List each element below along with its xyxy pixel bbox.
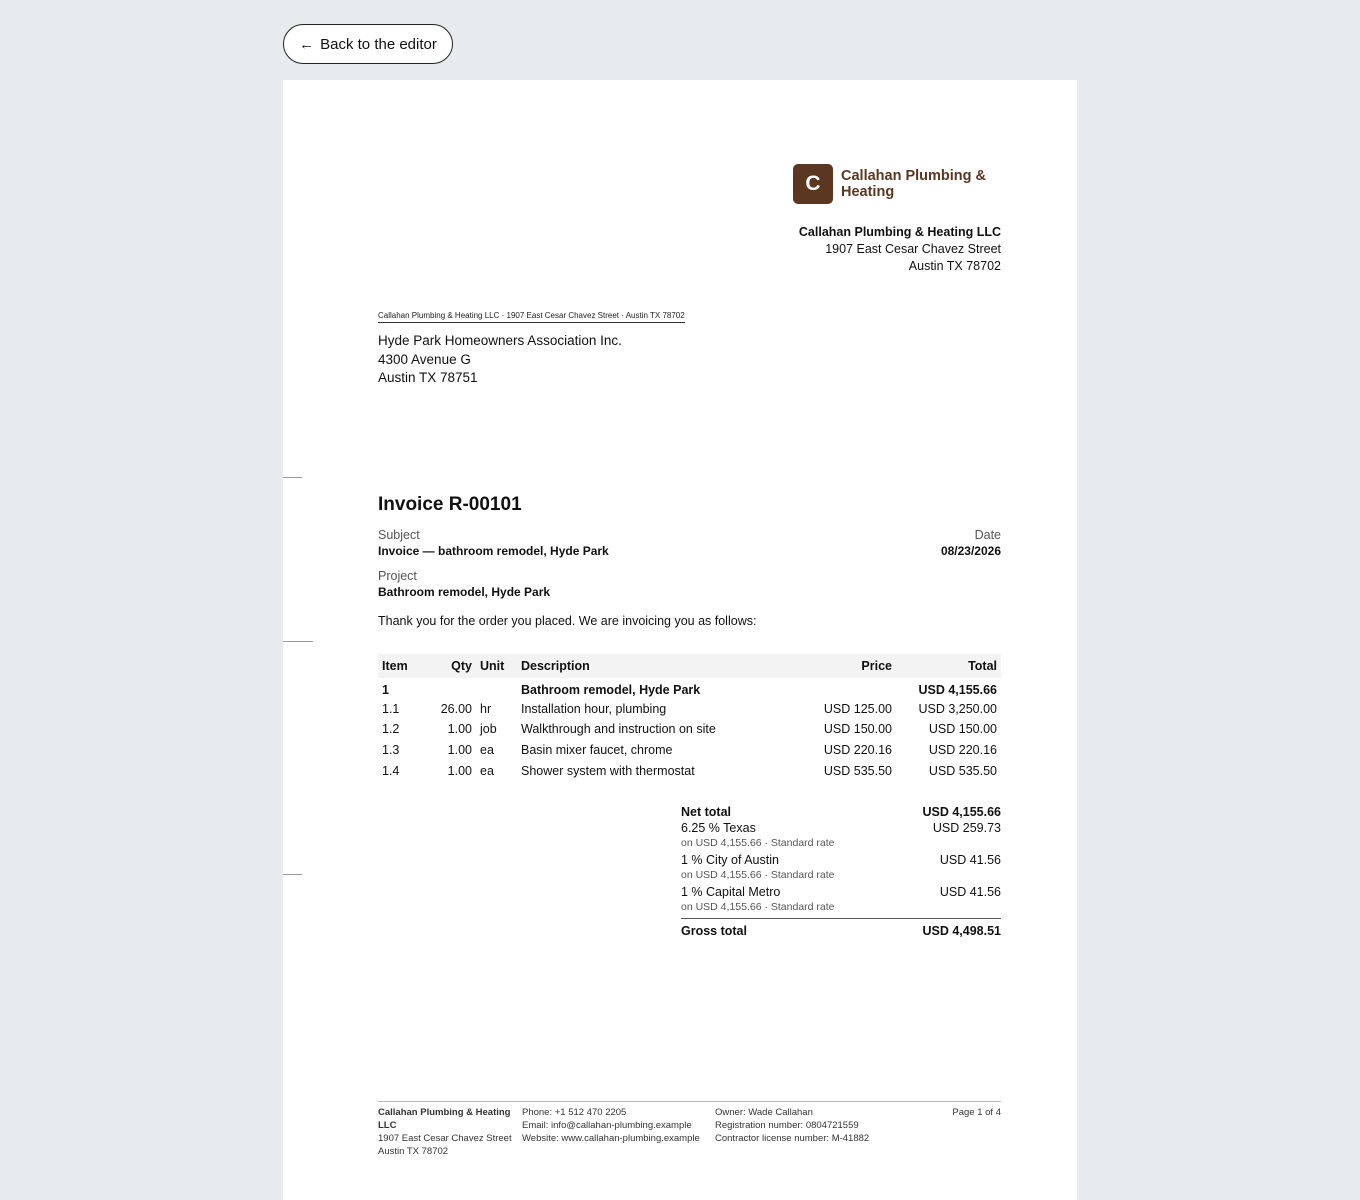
cell-description: Basin mixer faucet, chrome	[521, 743, 673, 758]
cell-qty: 26.00	[440, 701, 472, 716]
col-header-price: Price	[861, 659, 892, 673]
cell-price	[787, 678, 896, 699]
punch-mark	[283, 641, 313, 642]
col-header-item: Item	[382, 659, 408, 673]
cell-item: 1	[382, 682, 389, 697]
cell-item: 1.3	[382, 743, 400, 758]
table-row	[378, 678, 1001, 699]
footer-city: Austin TX 78702	[378, 1146, 449, 1157]
cell-item: 1.2	[382, 722, 400, 737]
cell-item: 1.1	[382, 701, 400, 716]
cell-price: USD 220.16	[823, 743, 892, 758]
project-value: Bathroom remodel, Hyde Park	[378, 585, 551, 599]
cell-price: USD 535.50	[823, 763, 892, 778]
footer-street: 1907 East Cesar Chavez Street	[378, 1133, 512, 1144]
subject-block	[378, 528, 609, 558]
gross-total-value: USD 4,498.51	[922, 924, 1001, 938]
cell-qty	[422, 678, 476, 699]
cell-price: USD 125.00	[823, 701, 892, 716]
tax-label: 6.25 % Texas	[681, 821, 756, 835]
cell-item: 1.4	[382, 763, 400, 778]
cell-unit: job	[480, 722, 497, 737]
net-total-label: Net total	[681, 805, 731, 819]
footer-owner: Owner: Wade Callahan	[715, 1107, 813, 1118]
tax-value: USD 41.56	[939, 885, 1001, 899]
recipient-city: Austin TX 78751	[378, 370, 478, 385]
cell-description: Walkthrough and instruction on site	[521, 722, 716, 737]
invoice-page	[283, 80, 1077, 1200]
sender-address	[799, 224, 1001, 275]
cell-unit: ea	[480, 763, 494, 778]
company-logo	[793, 164, 991, 204]
tax-note: on USD 4,155.66 · Standard rate	[681, 901, 835, 913]
cell-description: Bathroom remodel, Hyde Park	[521, 682, 701, 697]
cell-total: USD 4,155.66	[918, 682, 997, 697]
col-header-description: Description	[521, 659, 590, 673]
col-header-total: Total	[968, 659, 997, 673]
tax-label: 1 % Capital Metro	[681, 885, 781, 899]
footer-registration: Registration number: 0804721559	[715, 1120, 859, 1131]
tax-value: USD 41.56	[939, 853, 1001, 867]
table-row	[378, 760, 1001, 781]
subject-value: Invoice — bathroom remodel, Hyde Park	[378, 544, 609, 558]
back-to-editor-label: Back to the editor	[320, 35, 437, 53]
cell-total: USD 3,250.00	[918, 701, 997, 716]
footer-company-name: Callahan Plumbing & Heating LLC	[378, 1107, 511, 1131]
table-header-row	[378, 654, 1001, 678]
table-row	[378, 719, 1001, 740]
cell-qty: 1.00	[447, 722, 472, 737]
recipient-street: 4300 Avenue G	[378, 351, 471, 367]
tax-note: on USD 4,155.66 · Standard rate	[681, 837, 835, 849]
net-total-value: USD 4,155.66	[922, 805, 1001, 819]
cell-total: USD 535.50	[928, 763, 997, 778]
tax-label: 1 % City of Austin	[681, 853, 779, 867]
footer-phone: Phone: +1 512 470 2205	[522, 1107, 627, 1118]
col-header-unit: Unit	[480, 659, 505, 673]
col-header-qty: Qty	[451, 659, 472, 673]
date-value: 08/23/2026	[940, 544, 1001, 558]
return-address-line: Callahan Plumbing & Heating LLC · 1907 East Cesar Chavez Street · Austin TX 78702	[378, 311, 685, 323]
cell-price: USD 150.00	[823, 722, 892, 737]
page-number: Page 1 of 4	[952, 1107, 1001, 1118]
fold-mark	[283, 874, 302, 875]
logo-wordmark: Callahan Plumbing & Heating	[841, 168, 987, 200]
cell-total: USD 220.16	[928, 743, 997, 758]
footer-license: Contractor license number: M-41882	[715, 1133, 870, 1144]
project-label: Project	[378, 569, 417, 583]
footer-legal	[715, 1106, 915, 1158]
sender-street: 1907 East Cesar Chavez Street	[825, 242, 1001, 256]
tax-row	[681, 820, 1001, 850]
fold-mark	[283, 477, 302, 478]
invoice-title: Invoice R-00101	[378, 494, 522, 515]
back-to-editor-button[interactable]	[283, 24, 453, 64]
tax-value: USD 259.73	[932, 821, 1001, 835]
tax-row	[681, 884, 1001, 914]
table-row	[378, 740, 1001, 761]
footer-email: Email: info@callahan-plumbing.example	[522, 1120, 692, 1131]
cell-unit: ea	[480, 743, 494, 758]
gross-total-row	[681, 918, 1001, 939]
totals-block	[681, 804, 1001, 939]
intro-text: Thank you for the order you placed. We are invoicing you as follows:	[378, 614, 757, 628]
logo-mark: C	[793, 164, 833, 204]
subject-label: Subject	[378, 528, 420, 542]
gross-total-label: Gross total	[681, 924, 747, 938]
cell-qty: 1.00	[447, 743, 472, 758]
line-items-table	[378, 654, 1001, 781]
tax-note: on USD 4,155.66 · Standard rate	[681, 869, 835, 881]
page-footer	[378, 1101, 1001, 1158]
date-label: Date	[974, 528, 1001, 542]
footer-contact	[522, 1106, 715, 1158]
cell-description: Shower system with thermostat	[521, 763, 695, 778]
recipient-name: Hyde Park Homeowners Association Inc.	[378, 333, 622, 348]
date-block	[941, 528, 1001, 558]
cell-unit: hr	[480, 701, 492, 716]
recipient-address	[378, 332, 622, 388]
cell-qty: 1.00	[447, 763, 472, 778]
cell-total: USD 150.00	[928, 722, 997, 737]
net-total-row	[681, 804, 1001, 820]
cell-unit	[476, 678, 517, 699]
tax-row	[681, 852, 1001, 882]
sender-name: Callahan Plumbing & Heating LLC	[798, 225, 1001, 239]
sender-city: Austin TX 78702	[908, 259, 1001, 273]
footer-website: Website: www.callahan-plumbing.example	[522, 1133, 700, 1144]
table-row	[378, 699, 1001, 720]
footer-company	[378, 1106, 522, 1158]
cell-description: Installation hour, plumbing	[521, 701, 667, 716]
arrow-left-icon: ←	[299, 35, 315, 53]
project-block	[378, 569, 550, 599]
